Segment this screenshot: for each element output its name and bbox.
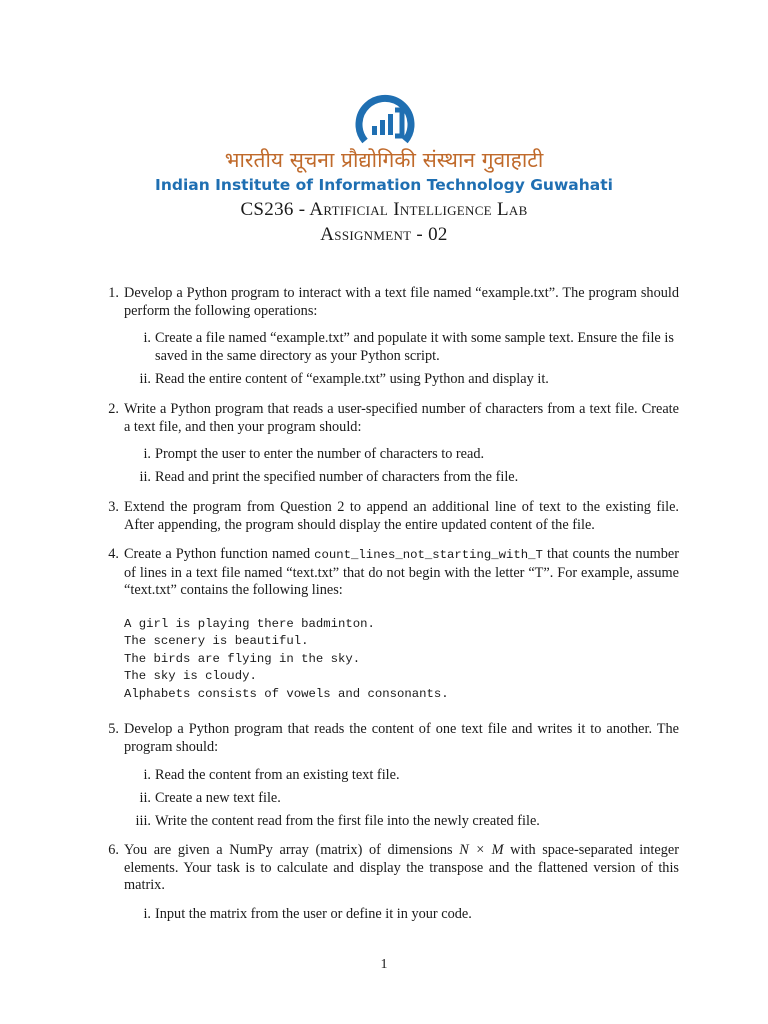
question-text: [124, 546, 679, 600]
item-text: Read the content from an existing text file.: [155, 767, 400, 783]
item-text: Create a file named “example.txt” and populate it with some sample text. Ensure the file is saved in the same directory as your Python script.: [155, 330, 674, 364]
question-text: [124, 842, 679, 895]
question-1: [97, 285, 679, 320]
question-5: [97, 721, 679, 756]
code-line: A girl is playing there badminton.: [124, 617, 375, 631]
function-name-code: count_lines_not_starting_with_T: [314, 548, 543, 562]
item-text: Read and print the specified number of characters from the file.: [155, 469, 519, 485]
code-line: The birds are flying in the sky.: [124, 651, 361, 666]
item-text: Read the entire content of “example.txt” using Python and display it.: [155, 371, 549, 387]
assignment-title: Assignment - 02: [320, 224, 448, 245]
question-5-item-i: [97, 767, 679, 785]
question-5-item-ii: [97, 790, 679, 808]
code-line: The sky is cloudy.: [124, 669, 257, 684]
item-number: i.: [143, 330, 151, 346]
question-text: Extend the program from Question 2 to append an additional line of text to the existing file. After appending, the program should display the entire updated content of the file.: [124, 499, 679, 533]
item-number: ii.: [139, 371, 151, 387]
item-number: ii.: [139, 469, 151, 485]
question-text-start: You are given a NumPy array (matrix) of dimensions: [124, 842, 460, 858]
question-number: 3.: [108, 499, 119, 515]
question-2: [97, 401, 679, 436]
question-1-item-ii: [97, 371, 679, 389]
item-number: i.: [143, 906, 151, 922]
item-number: i.: [143, 446, 151, 462]
question-number: 2.: [108, 401, 119, 417]
question-number: 5.: [108, 721, 119, 737]
matrix-dimensions: N × M: [459, 842, 504, 858]
question-3: [97, 499, 679, 534]
question-text-end: with space-separated integer elements. Your task is to calculate and display the transpose and the flattened version of this matrix.: [124, 842, 680, 894]
question-text-start: Create a Python function named: [124, 546, 315, 562]
example-file-contents: [124, 616, 449, 703]
question-1-item-i: [97, 330, 679, 365]
institute-name: Indian Institute of Information Technology Guwahati: [155, 176, 613, 194]
question-6: [97, 842, 679, 895]
item-number: ii.: [139, 790, 151, 806]
question-number: 4.: [108, 546, 119, 562]
question-text-end: that counts the number of lines in a text file named “text.txt” that do not begin with the letter “T”. For example, assume “text.txt” contains the following lines:: [124, 546, 680, 599]
question-4: [97, 546, 679, 600]
institute-name-hindi: भारतीय सूचना प्रौद्योगिकी संस्थान गुवाहाटी: [224, 148, 544, 172]
question-2-item-ii: [97, 469, 679, 487]
item-text: Prompt the user to enter the number of characters to read.: [155, 446, 485, 462]
code-line: Alphabets consists of vowels and consonants.: [124, 686, 449, 701]
question-text: Develop a Python program to interact with a text file named “example.txt”. The program should perform the following operations:: [124, 285, 679, 319]
item-text: Input the matrix from the user or define it in your code.: [155, 906, 472, 922]
item-number: iii.: [135, 813, 151, 829]
question-number: 6.: [108, 842, 119, 858]
question-text: Write a Python program that reads a user-specified number of characters from a text file. Create a text file, and then your program should:: [124, 401, 679, 435]
question-6-item-i: [97, 906, 679, 924]
question-text: Develop a Python program that reads the content of one text file and writes it to another. The program should:: [124, 721, 679, 755]
page-number: 1: [380, 957, 388, 972]
course-title: CS236 - Artificial Intelligence Lab: [240, 199, 528, 220]
item-number: i.: [143, 767, 151, 783]
question-2-item-i: [97, 446, 679, 464]
question-number: 1.: [108, 285, 119, 301]
item-text: Write the content read from the first file into the newly created file.: [155, 813, 540, 829]
item-text: Create a new text file.: [155, 790, 281, 806]
iiitg-logo-icon: [352, 92, 418, 148]
question-5-item-iii: [97, 813, 679, 831]
code-line: The scenery is beautiful.: [124, 634, 309, 649]
